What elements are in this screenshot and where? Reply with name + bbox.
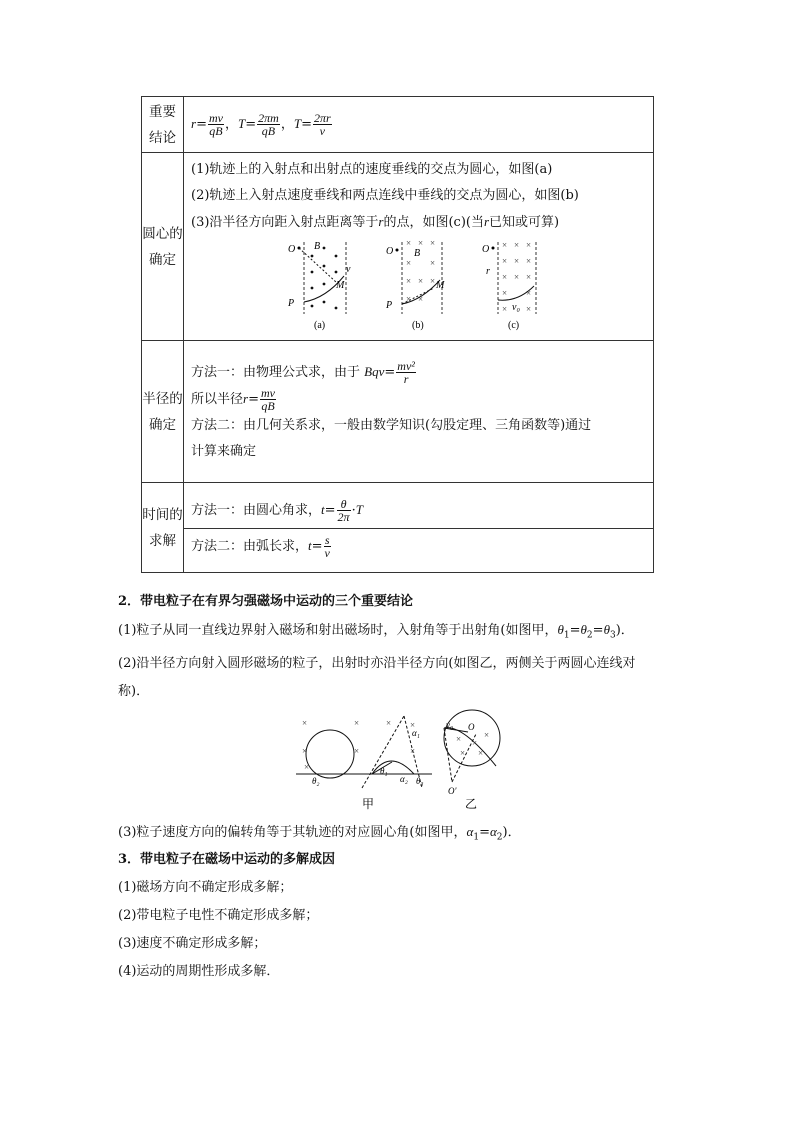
svg-text:O: O <box>288 244 296 255</box>
svg-text:(c): (c) <box>508 320 520 331</box>
svg-text:×: × <box>418 294 424 304</box>
svg-text:θ₂: θ₂ <box>312 776 320 786</box>
svg-text:×: × <box>502 256 508 266</box>
svg-text:×: × <box>418 238 424 248</box>
svg-text:×: × <box>502 240 508 250</box>
svg-text:×: × <box>354 718 360 728</box>
svg-text:×: × <box>514 240 520 250</box>
list-item: (1)磁场方向不确定形成多解； <box>118 880 293 895</box>
svg-text:(b): (b) <box>412 320 424 331</box>
row-label: 圆心的 确定 <box>142 153 184 341</box>
svg-text:×: × <box>502 288 508 298</box>
svg-text:r: r <box>486 266 490 277</box>
figures-jia-yi <box>292 708 512 818</box>
svg-text:×: × <box>514 272 520 282</box>
svg-text:O: O <box>386 246 394 257</box>
list-item: (2)带电粒子电性不确定形成多解； <box>118 908 319 923</box>
svg-text:α₁: α₁ <box>412 728 420 738</box>
svg-text:B: B <box>314 241 321 252</box>
svg-text:M: M <box>436 280 445 291</box>
svg-text:×: × <box>418 276 424 286</box>
svg-text:×: × <box>526 272 532 282</box>
svg-text:乙: 乙 <box>465 797 478 811</box>
svg-text:P: P <box>386 300 393 311</box>
svg-text:v₀: v₀ <box>512 302 520 313</box>
svg-text:×: × <box>514 256 520 266</box>
svg-text:v: v <box>346 264 351 275</box>
svg-text:×: × <box>302 718 308 728</box>
svg-text:×: × <box>478 748 484 758</box>
svg-text:×: × <box>406 258 412 268</box>
svg-text:×: × <box>430 258 436 268</box>
svg-text:O': O' <box>448 786 457 796</box>
radius-cell: 方法一：由物理公式求，由于 Bqv= $\frac{\text{mv²}}{r}$ 所以半径r= $\frac{mv}{qB}$ 方法二：由几何关系求，一般由数学知识(勾股定理、三角函数等)通过 计算来确定 <box>184 341 654 483</box>
row-label: 重要 结论 <box>142 97 184 153</box>
list-item: (4)运动的周期性形成多解． <box>118 964 280 979</box>
figure-b <box>385 238 445 331</box>
svg-text:×: × <box>406 238 412 248</box>
svg-text:M: M <box>336 280 345 291</box>
svg-text:×: × <box>526 256 532 266</box>
svg-text:×: × <box>526 288 532 298</box>
svg-text:×: × <box>502 272 508 282</box>
svg-text:×: × <box>460 748 466 758</box>
svg-text:v₀: v₀ <box>446 720 454 730</box>
list-item: (3)速度不确定形成多解； <box>118 936 267 951</box>
svg-text:(a): (a) <box>314 320 326 331</box>
svg-text:×: × <box>406 276 412 286</box>
time-cell: 方法一：由圆心角求，t= $\frac{\theta}{2\pi}$ ·T 方法二：由弧长求，t= $\frac{s}{v}$ <box>184 483 654 573</box>
svg-text:×: × <box>502 304 508 314</box>
svg-text:P: P <box>288 298 295 309</box>
row-label: 时间的 求解 <box>142 483 184 573</box>
svg-text:×: × <box>302 746 308 756</box>
center-cell: (1)轨迹上的入射点和出射点的速度垂线的交点为圆心，如图(a) (2)轨迹上入射点速度垂线和两点连线中垂线的交点为圆心，如图(b) (3)沿半径方向距入射点距离等于r的点，如图(c)(当r已知或可算) O B P M v (a) O B × × × × × × × × × × P M (b) O r × × × × × × × × × × × × × v₀ (c) <box>184 153 654 341</box>
svg-text:θ₁: θ₁ <box>380 766 388 776</box>
svg-text:×: × <box>354 746 360 756</box>
figure-yi <box>444 710 500 811</box>
section-2: 2．带电粒子在有界匀强磁场中运动的三个重要结论 (1)粒子从同一直线边界射入磁场和射出磁场时，入射角等于出射角(如图甲，$\theta_1=\theta_2=\theta_3$)． (2)沿半径方向射入圆形磁场的粒子，出射时亦沿半径方向(如图乙，两侧关于两圆心连线对 称)． <box>118 594 636 699</box>
svg-text:×: × <box>410 720 416 730</box>
svg-text:×: × <box>304 762 310 772</box>
section-2-cont: (3)粒子速度方向的偏转角等于其轨迹的对应圆心角(如图甲，$\alpha_1=\alpha_2$)． <box>118 824 521 843</box>
svg-text:×: × <box>410 746 416 756</box>
svg-text:×: × <box>430 276 436 286</box>
figure-c <box>482 240 536 331</box>
svg-text:×: × <box>484 730 490 740</box>
svg-text:×: × <box>456 734 462 744</box>
svg-text:×: × <box>472 738 478 748</box>
figure-a <box>287 241 351 331</box>
figure-jia <box>296 716 432 811</box>
center-figures <box>286 236 646 334</box>
svg-text:O: O <box>482 244 490 255</box>
svg-text:×: × <box>406 294 412 304</box>
svg-text:O: O <box>468 722 475 732</box>
svg-text:×: × <box>386 718 392 728</box>
section-3: 3．带电粒子在磁场中运动的多解成因 (1)磁场方向不确定形成多解； (2)带电粒子电性不确定形成多解； (3)速度不确定形成多解； (4)运动的周期性形成多解． <box>118 846 678 986</box>
summary-table <box>141 96 654 573</box>
svg-text:甲: 甲 <box>362 797 375 811</box>
svg-text:B: B <box>414 248 421 259</box>
formula-cell: r= $\frac{mv}{qB}$ ，T= $\frac{2\pi m}{qB}$ ，T= $\frac{2\pi r}{v}$ <box>184 97 654 153</box>
svg-text:×: × <box>526 240 532 250</box>
svg-text:×: × <box>526 304 532 314</box>
svg-text:θ₃: θ₃ <box>416 776 424 786</box>
svg-text:×: × <box>430 238 436 248</box>
svg-text:α₂: α₂ <box>400 774 408 784</box>
row-label: 半径的 确定 <box>142 341 184 483</box>
